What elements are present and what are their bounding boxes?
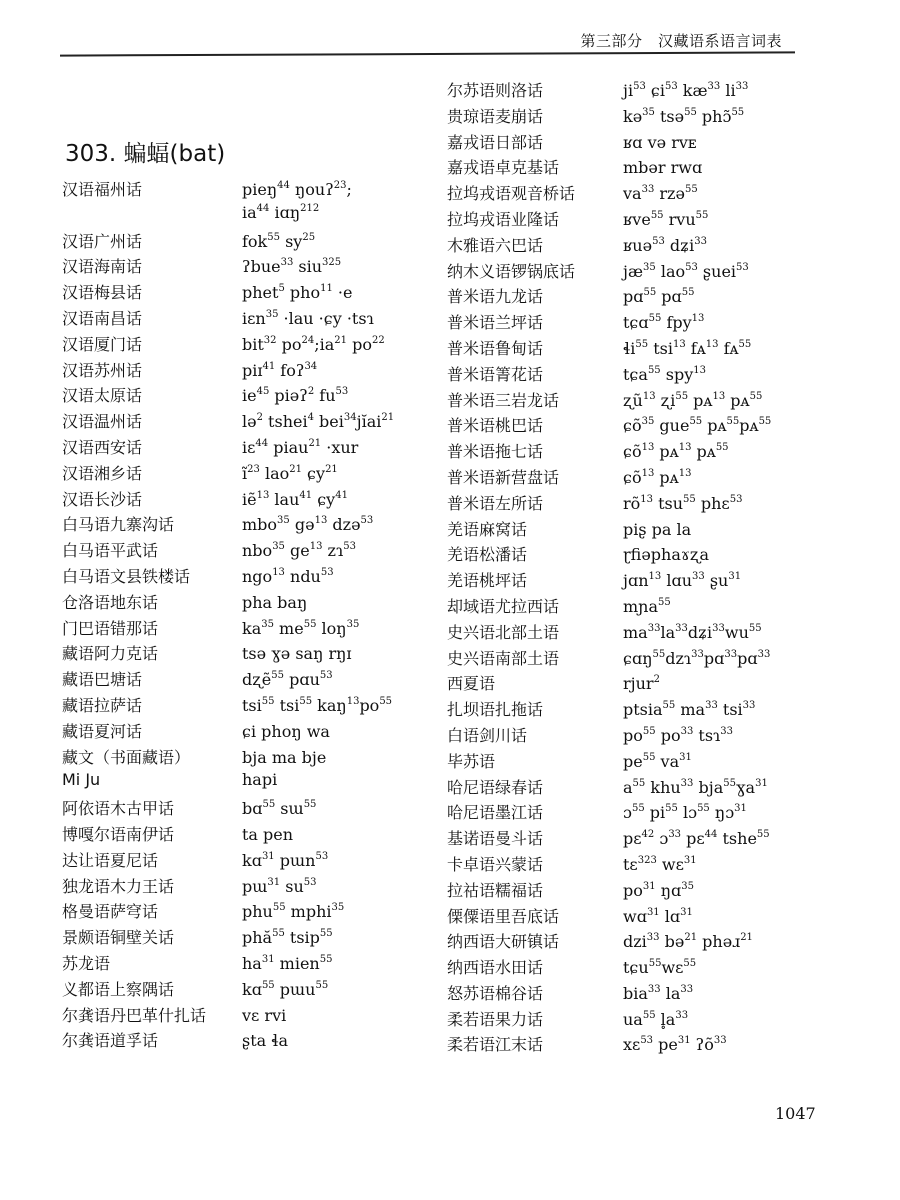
word-row [62, 822, 394, 848]
language-name: 尔苏语则洛话 [447, 81, 544, 100]
language-name: 仓洛语地东话 [62, 592, 159, 612]
language-name: 拉坞戎语观音桥话 [447, 184, 576, 204]
word-row [447, 439, 771, 465]
word-row [62, 977, 394, 1003]
language-name: 藏文（书面藏语） [62, 747, 191, 767]
word-row [62, 435, 394, 461]
word-form: rjur$^2$ [623, 674, 660, 694]
word-form: phu$^{55}$ mphi$^{35}$ [242, 902, 345, 922]
word-row [62, 177, 394, 203]
right-column [447, 78, 771, 1058]
language-name: 纳木义语锣锅底话 [447, 261, 576, 281]
word-form: tɕu$^{55}$wɛ$^{55}$ [623, 958, 697, 978]
word-row [62, 796, 394, 822]
language-name: 汉语西安话 [62, 437, 143, 457]
language-name: 柔若语果力话 [447, 1009, 544, 1029]
word-row [447, 388, 771, 414]
language-name: 普米语鲁甸话 [447, 338, 544, 358]
language-name: 木雅语六巴话 [447, 235, 544, 255]
word-form: mɲa$^{55}$ [623, 596, 671, 616]
word-form: ɬi$^{55}$ tsi$^{13}$ fᴀ$^{13}$ fᴀ$^{55}$ [623, 338, 752, 358]
word-form: ɕõ$^{13}$ pᴀ$^{13}$ pᴀ$^{55}$ [623, 442, 729, 462]
word-row [62, 899, 394, 925]
word-row [62, 564, 394, 590]
word-form: ɽfiəphaɤʐa [623, 545, 709, 565]
word-row [447, 671, 771, 697]
word-row [447, 1007, 771, 1033]
word-form: ʁɑ və rvᴇ [623, 132, 697, 152]
word-form: bɑ$^{55}$ sɯ$^{55}$ [242, 799, 317, 819]
language-name: 汉语温州话 [62, 412, 143, 432]
word-form: $po^{31}$ ŋɑ$^{35}$ [623, 880, 694, 900]
word-form: $ua^{55}$ $l̥a^{33}$ [623, 1009, 689, 1029]
language-name: 汉语长沙话 [62, 489, 143, 509]
language-name: 藏语巴塘话 [62, 670, 143, 690]
word-row [62, 383, 394, 409]
word-form: ɕõ$^{13}$ pᴀ$^{13}$ [623, 467, 692, 487]
language-name: 普米语拖七话 [447, 442, 544, 462]
word-form: vɛ rvi [242, 1005, 287, 1025]
language-name: 达让语夏尼话 [62, 850, 159, 870]
word-form: iɛn$^{35}$ ·lau ·ɕy ·tsɿ [242, 308, 374, 328]
word-form: ɕɑŋ$^{55}$dzɿ$^{33}$pɑ$^{33}$pɑ$^{33}$ [623, 648, 771, 668]
language-name: 羌语松潘话 [447, 545, 528, 565]
language-name: Mi Ju [62, 770, 101, 790]
language-name: 普米语桃巴话 [447, 416, 544, 436]
word-form: ɔ$^{55}$ $pi^{55}$ lɔ$^{55}$ ŋɔ$^{31}$ [623, 803, 747, 823]
word-row [447, 465, 771, 491]
word-form: xɛ$^{53}$ $pe^{31}$ ʔõ$^{33}$ [623, 1035, 727, 1055]
word-form: $rõ^{13}$ tsu$^{55}$ phɛ$^{53}$ [623, 493, 743, 513]
word-row [62, 409, 394, 435]
language-name: 汉语苏州话 [62, 360, 143, 380]
language-name: 傈僳语里吾底话 [447, 906, 560, 926]
language-name: 苏龙语 [62, 953, 111, 973]
word-form: kə$^{35}$ tsə$^{55}$ phɔ̃$^{55}$ [623, 106, 745, 126]
language-name: 柔若语江末话 [447, 1035, 544, 1055]
left-column [62, 177, 394, 1054]
word-row [447, 620, 771, 646]
language-name: 格曼语萨穹话 [62, 902, 159, 922]
word-row [447, 542, 771, 568]
language-name: 西夏语 [447, 674, 496, 694]
language-name: 普米语三岩龙话 [447, 390, 560, 410]
language-name: 汉语南昌话 [62, 308, 143, 328]
language-name: 义都语上察隅话 [62, 979, 175, 999]
language-name: 白马语文县铁楼话 [62, 566, 191, 586]
word-form: $a^{55}$ khu$^{33}$ bja$^{55}$ɣa$^{31}$ [623, 777, 768, 797]
word-row [62, 616, 394, 642]
word-form: tɕɑ$^{55}$ fpy$^{13}$ [623, 313, 705, 333]
word-row [447, 775, 771, 801]
language-name: 史兴语北部土语 [447, 622, 560, 642]
word-row [62, 229, 394, 255]
language-name: 景颇语铜壁关话 [62, 928, 175, 948]
word-form: tɛ$^{323}$ wɛ$^{31}$ [623, 854, 697, 874]
word-form: piɪ$^{41}$ foʔ$^{34}$ [242, 360, 318, 380]
word-row [62, 848, 394, 874]
word-row [447, 259, 771, 285]
word-form: ʁuə$^{53}$ dʑi$^{33}$ [623, 235, 707, 255]
word-row [447, 284, 771, 310]
word-form: piʂ pa la [623, 519, 692, 539]
language-name: 哈尼语绿春话 [447, 777, 544, 797]
page-number: 1047 [775, 1104, 816, 1123]
word-row [447, 826, 771, 852]
word-row [62, 203, 394, 229]
word-form: $ha^{31}$ mien$^{55}$ [242, 953, 333, 973]
language-name: 阿依语木古甲话 [62, 799, 175, 819]
word-row [62, 254, 394, 280]
word-row [62, 667, 394, 693]
word-row [447, 852, 771, 878]
language-name: 独龙语木力王话 [62, 876, 175, 896]
word-row [447, 104, 771, 130]
word-form: kɑ$^{55}$ pɯu$^{55}$ [242, 979, 329, 999]
word-row [62, 461, 394, 487]
word-row [62, 951, 394, 977]
word-form: $ie^{45}$ piəʔ$^2$ $fu^{53}$ [242, 386, 349, 406]
word-row [447, 929, 771, 955]
word-row [62, 719, 394, 745]
word-form: phet$^5$ pho$^{11}$ ·e [242, 283, 353, 303]
word-row [447, 310, 771, 336]
language-name: 汉语厦门话 [62, 334, 143, 354]
word-row [62, 306, 394, 332]
word-row [447, 130, 771, 156]
language-name: 纳西语水田话 [447, 958, 544, 978]
word-form: $jæ^{35}$ lao$^{53}$ ʂuei$^{53}$ [623, 261, 749, 281]
word-row [62, 745, 394, 771]
word-form: kɑ$^{31}$ pɯn$^{53}$ [242, 850, 329, 870]
language-name: 羌语麻窝话 [447, 519, 528, 539]
word-row [62, 590, 394, 616]
word-row [447, 491, 771, 517]
language-name: 普米语九龙话 [447, 287, 544, 307]
language-name: 普米语新营盘话 [447, 467, 560, 487]
language-name: 怒苏语棉谷话 [447, 983, 544, 1003]
word-row [447, 723, 771, 749]
word-row [62, 770, 394, 796]
language-name: 普米语左所话 [447, 493, 544, 513]
word-form: ʁve$^{55}$ rvu$^{55}$ [623, 209, 709, 229]
language-name: 汉语湘乡话 [62, 463, 143, 483]
word-form: pɛ$^{42}$ ɔ$^{33}$ pɛ$^{44}$ tshe$^{55}$ [623, 829, 770, 849]
language-name: 汉语海南话 [62, 257, 143, 277]
language-name: 博嘎尔语南伊话 [62, 824, 175, 844]
word-row [447, 362, 771, 388]
language-name: 普米语兰坪话 [447, 313, 544, 333]
word-form: iɛ$^{44}$ piau$^{21}$ ·xur [242, 437, 359, 457]
word-row [447, 955, 771, 981]
language-name: 嘉戎语卓克基话 [447, 158, 560, 178]
word-row [447, 568, 771, 594]
language-name: 尔龚语丹巴革什扎话 [62, 1005, 207, 1025]
language-name: 白语剑川话 [447, 725, 528, 745]
word-form: nbo$^{35}$ $ge^{13}$ zɿ$^{53}$ [242, 541, 356, 561]
word-row [447, 78, 771, 104]
word-row [447, 981, 771, 1007]
word-row [447, 233, 771, 259]
word-form: ɕõ$^{35}$ gue$^{55}$ pᴀ$^{55}$pᴀ$^{55}$ [623, 416, 772, 436]
word-form: dʐẽ$^{55}$ pɑu$^{53}$ [242, 670, 333, 690]
word-row [62, 487, 394, 513]
language-name: 藏语阿力克话 [62, 644, 159, 664]
word-form: ʔbue$^{33}$ siu$^{325}$ [242, 257, 342, 277]
word-form: dzi$^{33}$ bə$^{21}$ phəɹ$^{21}$ [623, 932, 753, 952]
word-form: $pe^{55}$ $va^{31}$ [623, 751, 692, 771]
word-row [62, 280, 394, 306]
word-row [447, 1032, 771, 1058]
word-row [62, 332, 394, 358]
language-name: 嘉戎语日部话 [447, 132, 544, 152]
language-name: 白马语平武话 [62, 541, 159, 561]
word-form: $ma^{33}la^{33}dʑi^{33}wu^{55}$ [623, 622, 762, 642]
language-name: 拉坞戎语业隆话 [447, 209, 560, 229]
word-row [447, 697, 771, 723]
word-row [447, 594, 771, 620]
word-row [62, 1028, 394, 1054]
word-form: bia$^{33}$ $la^{33}$ [623, 983, 694, 1003]
word-row [447, 878, 771, 904]
language-name: 汉语广州话 [62, 231, 143, 251]
entry-title: 303. 蝙蝠(bat) [65, 141, 226, 167]
word-form: ngo$^{13}$ ndu$^{53}$ [242, 566, 334, 586]
language-name: 哈尼语墨江话 [447, 803, 544, 823]
word-form: $ĩ^{23}$ lao$^{21}$ ɕy$^{21}$ [242, 463, 338, 483]
word-row [62, 538, 394, 564]
word-form: ptsia$^{55}$ $ma^{33}$ tsi$^{33}$ [623, 700, 756, 720]
word-form: tsə ɣə saŋ rŋɪ [242, 644, 352, 664]
word-form: ta pen [242, 824, 294, 844]
language-name: 普米语箐花话 [447, 364, 544, 384]
word-form: pɯ$^{31}$ $su^{53}$ [242, 876, 317, 896]
word-form: $ji^{53}$ ɕi$^{53}$ $kæ^{33}$ $li^{33}$ [623, 81, 749, 100]
word-form: bja ma bje [242, 747, 327, 767]
word-form: tɕa$^{55}$ spy$^{13}$ [623, 364, 706, 384]
word-row [447, 413, 771, 439]
word-row [447, 181, 771, 207]
word-form: $ka^{35}$ $me^{55}$ loŋ$^{35}$ [242, 618, 360, 638]
running-header: 第三部分 汉藏语系语言词表 [580, 32, 782, 50]
word-row [62, 874, 394, 900]
word-row [447, 155, 771, 181]
language-name: 贵琼语麦崩话 [447, 106, 544, 126]
header-rule [60, 51, 795, 56]
word-form: ɕi phoŋ wa [242, 721, 330, 741]
language-name: 门巴语错那话 [62, 618, 159, 638]
word-row [447, 646, 771, 672]
word-form: jɑn$^{13}$ lɑu$^{33}$ ʂu$^{31}$ [623, 571, 742, 591]
word-form: pha baŋ [242, 592, 308, 612]
word-form: pieŋ$^{44}$ ŋouʔ$^{23}$; [242, 180, 352, 199]
language-name: 汉语福州话 [62, 180, 143, 199]
language-name: 基诺语曼斗话 [447, 829, 544, 849]
word-form: iẽ$^{13}$ lau$^{41}$ ɕy$^{41}$ [242, 489, 348, 509]
word-row [447, 336, 771, 362]
language-name: 纳西语大研镇话 [447, 932, 560, 952]
word-row [62, 925, 394, 951]
word-form: $ia^{44}$ iɑŋ$^{212}$ [242, 202, 320, 222]
word-form: lə$^2$ tshei$^4$ bei$^{34}$jĭai$^{21}$ [242, 412, 395, 432]
language-name: 汉语太原话 [62, 386, 143, 406]
word-form: ʐũ$^{13}$ ʐi$^{55}$ pᴀ$^{13}$ pᴀ$^{55}$ [623, 390, 763, 410]
word-row [447, 749, 771, 775]
word-row [62, 693, 394, 719]
word-form: $po^{55}$ $po^{33}$ tsɿ$^{33}$ [623, 725, 734, 745]
word-row [62, 641, 394, 667]
language-name: 拉祜语糯福话 [447, 880, 544, 900]
word-form: mbər rwɑ [623, 158, 703, 178]
language-name: 却域语尤拉西话 [447, 596, 560, 616]
word-form: tsi$^{55}$ tsi$^{55}$ $kaŋ^{13}po^{55}$ [242, 695, 393, 715]
word-row [447, 207, 771, 233]
word-form: mbo$^{35}$ gə$^{13}$ dzə$^{53}$ [242, 515, 374, 535]
language-name: 毕苏语 [447, 751, 496, 771]
language-name: 汉语梅县话 [62, 283, 143, 303]
language-name: 藏语夏河话 [62, 721, 143, 741]
word-row [447, 904, 771, 930]
language-name: 藏语拉萨话 [62, 695, 143, 715]
word-form: fok$^{55}$ $sy^{25}$ [242, 231, 316, 251]
word-form: ʂta ɬa [242, 1031, 289, 1051]
word-form: phă$^{55}$ tsip$^{55}$ [242, 928, 333, 948]
word-row [447, 517, 771, 543]
language-name: 白马语九寨沟话 [62, 515, 175, 535]
language-name: 卡卓语兴蒙话 [447, 854, 544, 874]
word-form: bit$^{32}$ $po^{24};ia^{21}$ $po^{22}$ [242, 334, 385, 354]
word-form: wɑ$^{31}$ lɑ$^{31}$ [623, 906, 693, 926]
word-form: pɑ$^{55}$ pɑ$^{55}$ [623, 287, 695, 307]
word-row [447, 800, 771, 826]
word-form: $va^{33}$ rzə$^{55}$ [623, 184, 698, 204]
language-name: 扎坝语扎拖话 [447, 700, 544, 720]
word-row [62, 358, 394, 384]
word-row [62, 1003, 394, 1029]
word-row [62, 512, 394, 538]
language-name: 羌语桃坪话 [447, 571, 528, 591]
word-form: hapi [242, 770, 278, 790]
language-name: 尔龚语道孚话 [62, 1031, 159, 1051]
language-name: 史兴语南部土语 [447, 648, 560, 668]
